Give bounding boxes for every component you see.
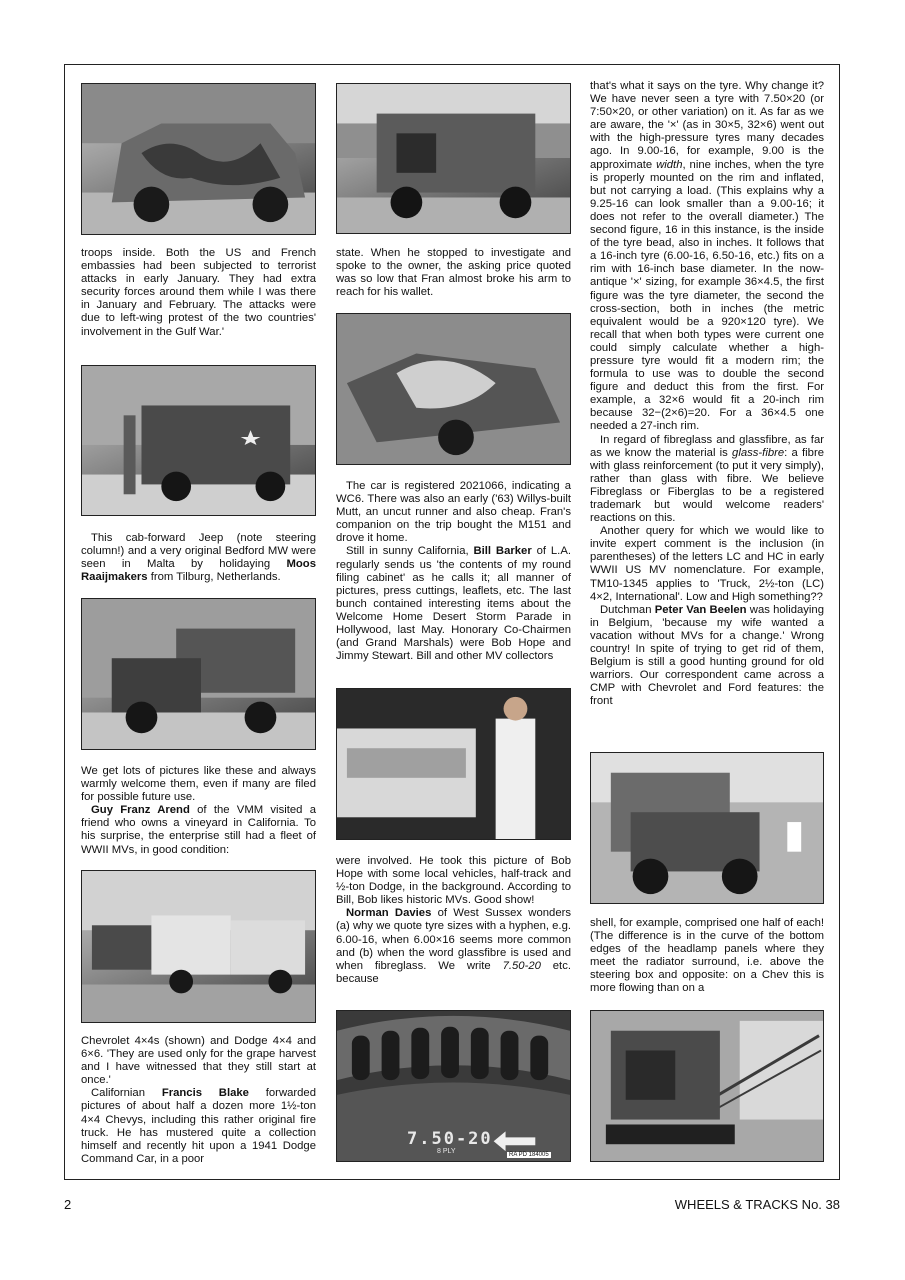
col3-text-1: that's what it says on the tyre. Why change it? We have never seen a tyre with 7.50×20 (or 7:50×20, or other variation) on it. As far as we are aware, the '×' (as in 30×5, 32×6) went out with the high-pressure tyres many decades ago. In 9.00-16, for example, 9.00 is the approximate width, nine inches, when the tyre is properly mounted on the rim and inflated, but not carrying a load. (This explains why a 9.25-16 can look smaller than a 9.00-16; it does not refer to the overall diameter.) The second figure, 16 in this instance, is the inside of the tyre bead, also in inches. It follows that a 16-inch tyre (6.00-16, 6.50-16, etc.) fits on a rim with 16-inch base diameter. In the now-antique '×' sizing, for example 36×4.5, the first figure was the tyre diameter, the second the cross-section, both in inches (the metric equivalent would be a 920×120 tyre). We recall that when both types were current one could simply calculate whether a high-pressure tyre would fit a modern rim; the formula to use was to double the second figure and deduct this from the first. For example, a 32×6 would fit a 20-inch rim because 32−(2×6)=20. For a 36×4.5 one needed a 27-inch rim. In regard of fibreglass and glassfibre, as far as we know the material is glass-fibre: a fibre with glass reinforcement (to put it very simply), rather than glass with fibre. We believe Fibreglass or Fiberglas to be a registered trademark but would welcome readers' reactions on this. Another query for which we would like to invite expert comment is the inclusion (in parentheses) of the letters LC and HC in early WWII US MV nomenclature. For example, TM10-1345 applies to 'Truck, 2½-ton (LC) 4×2, International'. Low and High something?? Dutchman Peter Van Beelen was holidaying in Belgium, 'because my wife wanted a vacation without MVs for a change.' Wrong country! In spite of trying to get rid of them, Belgium is still a good hunting ground for old warriors. Our correspondent came across a CMP with Chevrolet and Ford features: the front — [590, 80, 824, 708]
photo-bedford-mw — [81, 598, 316, 750]
col2-text-2: The car is registered 2021066, indicating a WC6. There was also an early ('63) Willys-built Mutt, an uncut runner and also cheap. Fran's companion on the trip bought the M151 and drove it home. Still in sunny California, Bill Barker of L.A. regularly sends us 'the contents of my round filing cabinet' as he calls it; all manner of pictures, press cuttings, leaflets, etc. The last bunch contained interesting items about the Welcome Home Desert Storm Parade in Hollywood, last May. Honorary Co-Chairmen (and Grand Marshals) were Bob Hope and Jimmy Stewart. Bill and other MV collectors — [336, 480, 571, 663]
page-number: 2 — [64, 1197, 72, 1212]
col2-text-3: were involved. He took this picture of Bob Hope with some local vehicles, half-track and ½-ton Dodge, in the background. According to Bill, Bob likes historic MVs. Good show! Norman Davies of West Sussex wonders (a) why we quote tyre sizes with a hyphen, e.g. 6.00-16, when 6.00×16 seems more common and (b) when the word glassfibre is used and when fibreglass. We write 7.50-20 etc. because — [336, 855, 572, 985]
photo-tyre-sidewall — [336, 1010, 571, 1162]
col1-text-3: We get lots of pictures like these and always warmly welcome them, even if many are filed for possible future use. Guy Franz Arend of the VMM visited a friend who owns a vineyard in California. To his surprise, the enterprise still had a fleet of WWII MVs, in good condition: — [81, 765, 316, 856]
photo-stamp: RA PD 184005 — [509, 1152, 549, 1158]
photo-cab-forward-jeep — [81, 365, 316, 516]
photo-crane-wreck — [590, 1010, 824, 1162]
tyre-size-label: 7.50-20 — [407, 1129, 493, 1149]
photo-fire-truck — [336, 83, 571, 234]
col1-text-2: This cab-forward Jeep (note steering column!) and a very original Bedford MW were seen in Malta by holidaying Moos Raaijmakers from Tilburg, Netherlands. — [81, 532, 316, 584]
col3-text-2: shell, for example, comprised one half of each! (The difference is in the curve of the bottom edges of the headlamp panels where they meet the radiator surround, i.e. above the steering box and opposite: on a Chev this is more flowing than on a — [590, 917, 824, 995]
col2-text-1: state. When he stopped to investigate and spoke to the owner, the asking price quoted was so low that Fran almost broke his arm to reach for his wallet. — [336, 247, 571, 299]
photo-bob-hope — [336, 688, 571, 840]
photo-dodge-command-car-wreck — [336, 313, 571, 465]
col1-text-1: troops inside. Both the US and French embassies had been subjected to terrorist attacks in early January. They had extra security forces around them while I was there in January and February. The attacks were due to left-wing protest of the two countries' involvement in the Gulf War.' — [81, 247, 316, 338]
tyre-ply-label: 8 PLY — [437, 1148, 456, 1155]
photo-chevrolet-trucks-vineyard — [81, 870, 316, 1023]
magazine-issue: WHEELS & TRACKS No. 38 — [674, 1197, 840, 1212]
photo-cmp-truck — [590, 752, 824, 904]
photo-camouflaged-armoured-car — [81, 83, 316, 235]
col1-text-4: Chevrolet 4×4s (shown) and Dodge 4×4 and 6×6. 'They are used only for the grape harvest and I have witnessed that they still start at once.' Californian Francis Blake forwarded pictures of about half a dozen more 1½-ton 4×4 Chevys, including this rather original fire truck. He has mustered quite a collection himself and recently hit upon a 1941 Dodge Command Car, in a poor — [81, 1035, 316, 1165]
